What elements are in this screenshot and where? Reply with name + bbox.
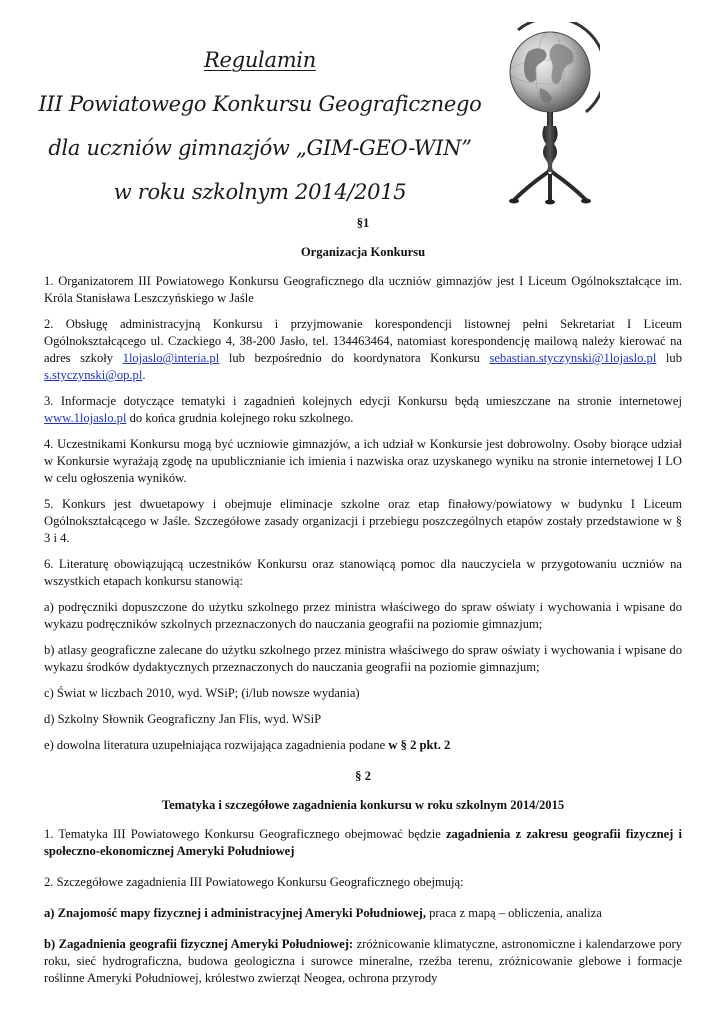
s1-p3-text-a: 3. Informacje dotyczące tematyki i zagadnień kolejnych edycji Konkursu będą umieszczane na stronie internetowej [44,394,682,408]
s1-p2-text-a: 2. Obsługę administracyjną Konkursu i przyjmowanie korespondencji listownej pełni Sekretariat I Liceum Ogólnokształcącego ul. Czackiego 4, 38-200 Jasło, tel. 134463464, natomiast korespondencję mailową należy kierować na adres szkoły [44,317,682,365]
s2-item-b-text: zróżnicowanie klimatyczne, astronomiczne i kalendarzowe pory roku, sieć hydrograficzna, budowa geologiczna i surowce mineralne, rzeźba terenu, zróżnicowanie glebowe i formacje roślinne Ameryki Południowej, królestwo zwierząt Neogea, ochrona przyrody [44,937,682,985]
s1-p2-text-b: lub bezpośrednio do koordynatora Konkursu [219,351,490,365]
website-link[interactable]: www.1lojaslo.pl [44,411,127,425]
literature-item-e [44,737,682,754]
title-line-3: dla uczniów gimnazjów „GIM-GEO-WIN” [48,136,472,160]
title-line-1: Regulamin [204,48,316,72]
s2-paragraph-2: 2. Szczegółowe zagadnienia III Powiatowego Konkursu Geograficznego obejmują: [44,875,464,889]
s1-p3-text-b: do końca grudnia kolejnego roku szkolnego. [126,411,354,425]
document-body [44,215,682,996]
s1-p2-text-c: lub [656,351,683,365]
section-2-title: Tematyka i szczegółowe zagadnienia konkursu w roku szkolnym 2014/2015 [161,798,565,812]
s2-p1-text: 1. Tematyka III Powiatowego Konkursu Geograficznego obejmować będzie [44,827,446,841]
lit-e-text: e) dowolna literatura uzupełniająca rozwijająca zagadnienia podane [44,738,389,752]
s1-paragraph-1: 1. Organizatorem III Powiatowego Konkursu Geograficznego dla uczniów gimnazjów jest I Liceum Ogólnokształcące im. Króla Stanisława Leszczyńskiego w Jaśle [44,274,682,305]
section-1-mark: §1 [356,216,370,230]
s2-paragraph-1 [44,826,682,860]
s1-paragraph-3 [44,393,682,427]
s2-item-a-text: praca z mapą – obliczenia, analiza [425,906,602,920]
section-1-title: Organizacja Konkursu [300,245,426,259]
s1-paragraph-2 [44,316,682,384]
s1-paragraph-6: 6. Literaturę obowiązującą uczestników Konkursu oraz stanowiącą pomoc dla nauczyciela w przygotowaniu uczniów na wszystkich etapach konkursu stanowią: [44,557,682,588]
literature-item-d: d) Szkolny Słownik Geograficzny Jan Flis, wyd. WSiP [44,712,322,726]
coordinator-email-link[interactable]: sebastian.styczynski@1lojaslo.pl [489,351,657,365]
s1-p2-text-d: . [142,368,146,382]
coordinator-alt-email-link[interactable]: s.styczynski@op.pl [44,368,143,382]
literature-item-b: b) atlasy geograficzne zalecane do użytku szkolnego przez ministra właściwego do spraw oświaty i wychowania i wpisane do wykazu środków dydaktycznych przeznaczonych do nauczania geografii na poziomie gimnazjum; [44,643,682,674]
s2-item-a-bold: a) Znajomość mapy fizycznej i administracyjnej Ameryki Południowej, [44,906,426,920]
s2-p1-bold: zagadnienia z zakresu geografii fizycznej i społeczno-ekonomicznej Ameryki Południowej [44,827,682,858]
title-line-4: w roku szkolnym 2014/2015 [113,180,407,204]
s1-paragraph-4: 4. Uczestnikami Konkursu mogą być uczniowie gimnazjów, a ich udział w Konkursie jest dobrowolny. Osoby biorące udział w Konkursie wyrażają zgodę na upublicznianie ich imienia i nazwiska oraz uzyskanego wyniku na stronie internetowej I LO w celu ogłoszenia wyników. [44,437,682,485]
school-email-link[interactable]: 1lojaslo@interia.pl [122,351,220,365]
title-line-2: III Powiatowego Konkursu Geograficznego [38,92,482,116]
lit-e-ref: w § 2 pkt. 2 [388,738,451,752]
section-2-mark: § 2 [355,769,371,783]
literature-item-a: a) podręczniki dopuszczone do użytku szkolnego przez ministra właściwego do spraw oświaty i wychowania i wpisane do wykazu podręczników szkolnych przeznaczonych do nauczania geografii na poziomie gimnazjum; [44,600,682,631]
s2-item-b [44,936,682,987]
document-title-block [30,38,490,214]
s2-item-b-bold: b) Zagadnienia geografii fizycznej Ameryki Południowej: [44,937,354,951]
s1-paragraph-5: 5. Konkurs jest dwuetapowy i obejmuje eliminacje szkolne oraz etap finałowy/powiatowy w budynku I Liceum Ogólnokształcącego w Jaśle. Szczegółowe zasady organizacji i przebiegu poszczególnych etapów zostały przedstawione w § 3 i 4. [44,497,682,545]
literature-item-c: c) Świat w liczbach 2010, wyd. WSiP; (i/lub nowsze wydania) [44,686,360,700]
globe-icon [500,22,600,207]
s2-item-a [44,905,682,922]
